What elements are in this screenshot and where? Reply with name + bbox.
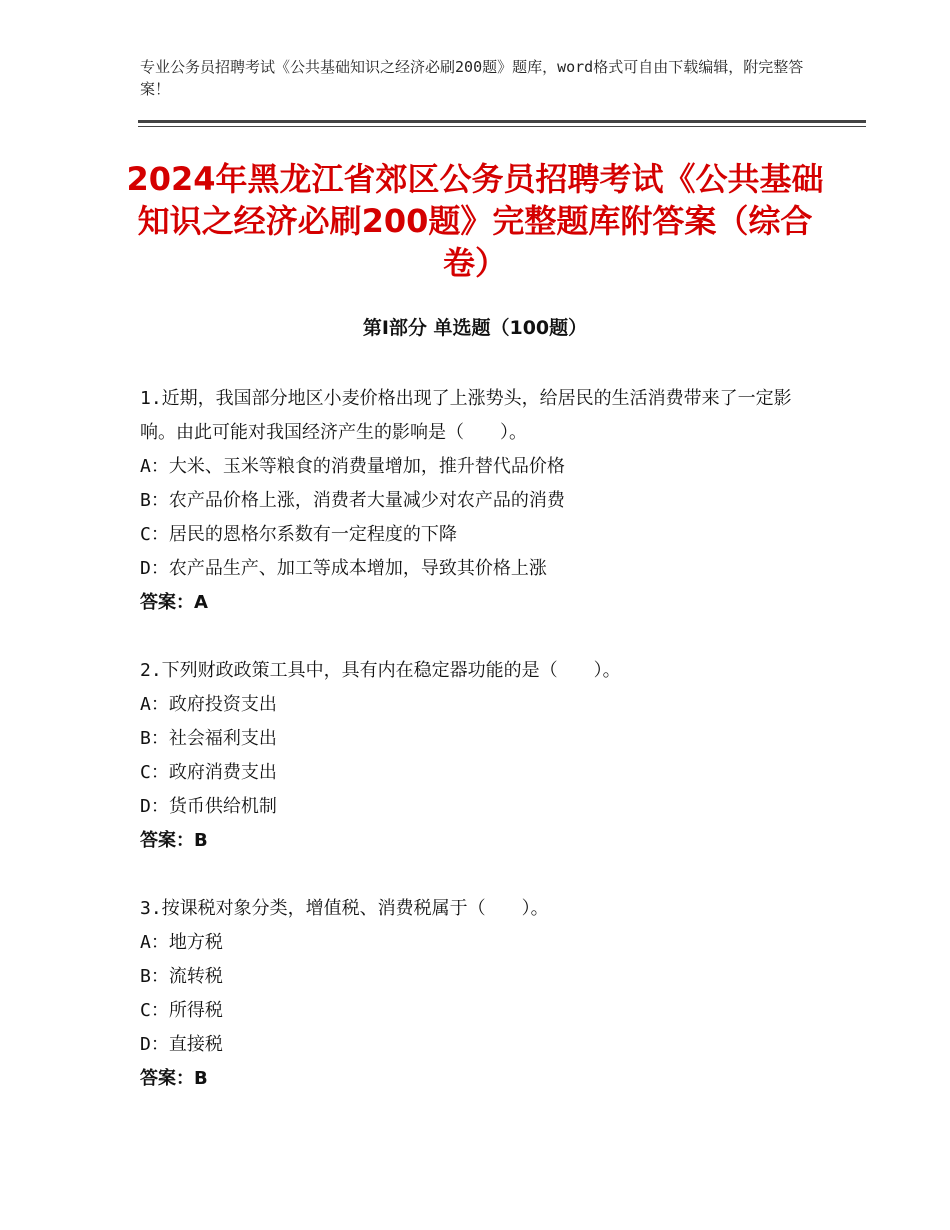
answer: 答案：A	[140, 592, 208, 613]
option-c: C：居民的恩格尔系数有一定程度的下降	[140, 524, 457, 545]
option-b: B：农产品价格上涨，消费者大量减少对农产品的消费	[140, 490, 565, 511]
question-stem: 1.近期，我国部分地区小麦价格出现了上涨势头，给居民的生活消费带来了一定影响。由此可能对我国经济产生的影响是（ ）。	[140, 388, 792, 443]
option-d: D：货币供给机制	[140, 796, 277, 817]
option-b: B：流转税	[140, 966, 223, 987]
option-b: B：社会福利支出	[140, 728, 277, 749]
header-note: 专业公务员招聘考试《公共基础知识之经济必刷200题》题库，word格式可自由下载编辑，附完整答案！	[140, 58, 804, 98]
option-a: A：政府投资支出	[140, 694, 277, 715]
header-rule-thick	[138, 120, 866, 123]
option-d: D：直接税	[140, 1034, 223, 1055]
header-rule-thin	[138, 126, 866, 127]
question-stem: 3.按课税对象分类，增值税、消费税属于（ ）。	[140, 898, 549, 919]
option-a: A：地方税	[140, 932, 223, 953]
option-c: C：所得税	[140, 1000, 223, 1021]
option-c: C：政府消费支出	[140, 762, 277, 783]
document-title: 2024年黑龙江省郊区公务员招聘考试《公共基础知识之经济必刷200题》完整题库附答案（综合卷）	[126, 160, 824, 282]
question-list	[140, 382, 810, 1130]
option-d: D：农产品生产、加工等成本增加，导致其价格上涨	[140, 558, 547, 579]
question-1	[140, 382, 810, 620]
answer: 答案：B	[140, 830, 208, 851]
question-stem: 2.下列财政政策工具中，具有内在稳定器功能的是（ ）。	[140, 660, 621, 681]
answer: 答案：B	[140, 1068, 208, 1089]
question-3	[140, 892, 810, 1096]
option-a: A：大米、玉米等粮食的消费量增加，推升替代品价格	[140, 456, 565, 477]
section-title: 第I部分 单选题（100题）	[362, 317, 588, 339]
question-2	[140, 654, 810, 858]
